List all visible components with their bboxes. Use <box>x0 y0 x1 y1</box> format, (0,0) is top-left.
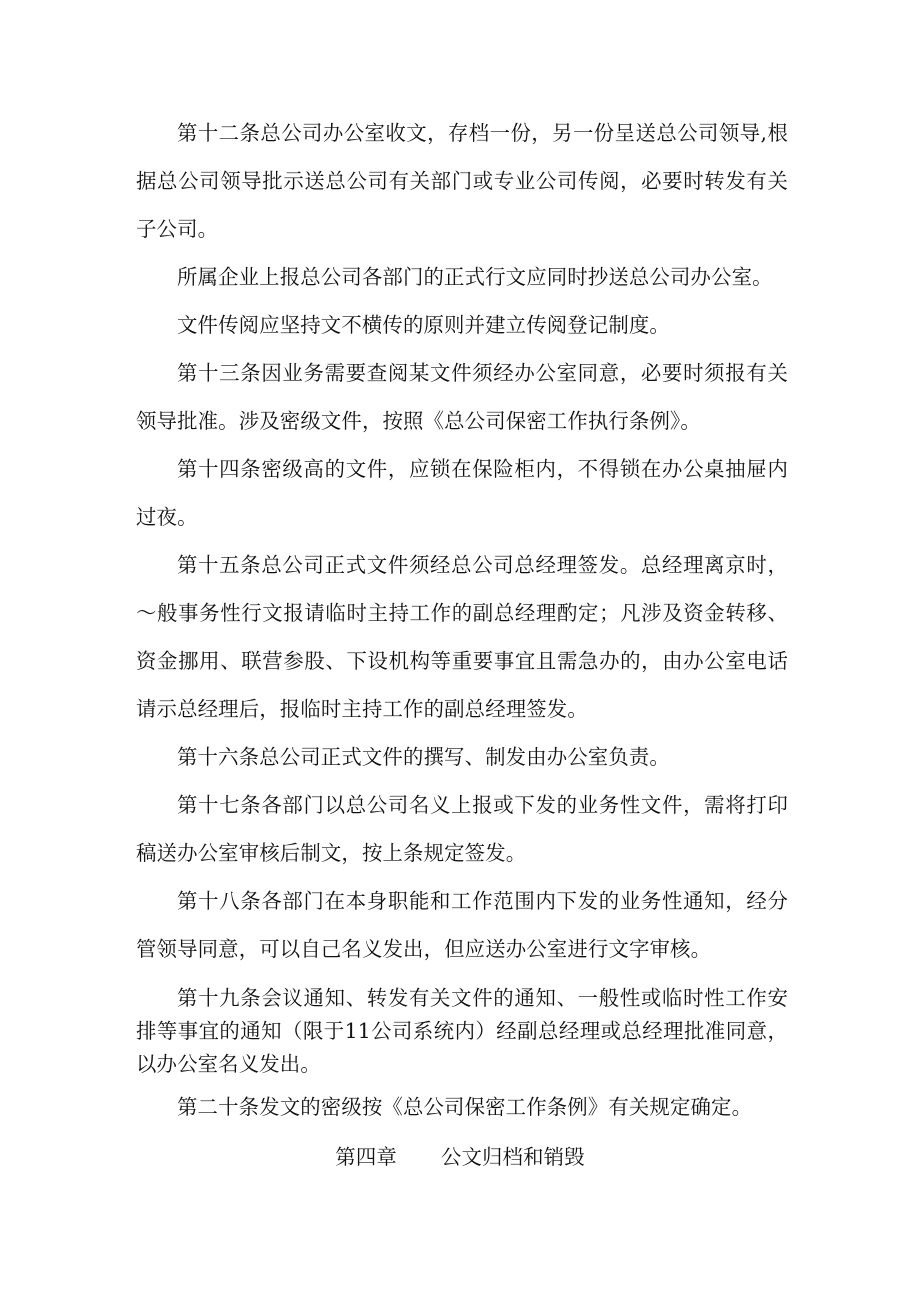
paragraph-article-18: 第十八条各部门在本身职能和工作范围内下发的业务性通知，经分管领导同意，可以自己名义发出，但应送办公室进行文字审核。 <box>136 889 788 961</box>
paragraph-circulation-rule: 文件传阅应坚持文不横传的原则并建立传阅登记制度。 <box>177 313 670 337</box>
paragraph-article-12: 第十二条总公司办公室收文，存档一份，另一份呈送总公司领导,根据总公司领导批示送总公司有关部门或专业公司传阅，必要时转发有关子公司。 <box>136 121 788 241</box>
chapter-title: 公文归档和销毁 <box>440 1145 585 1169</box>
paragraph-article-19: 第十九条会议通知、转发有关文件的通知、一般性或临时性工作安排等事宜的通知（限于11公司系统内）经副总经理或总经理批准同意，以办公室名义发出。 <box>136 986 788 1076</box>
paragraph-copy-to-office: 所属企业上报总公司各部门的正式行文应同时抄送总公司办公室。 <box>177 265 773 289</box>
paragraph-article-16: 第十六条总公司正式文件的撰写、制发由办公室负责。 <box>177 745 670 769</box>
paragraph-article-15: 第十五条总公司正式文件须经总公司总经理签发。总经理离京时，～般事务性行文报请临时主持工作的副总经理酌定；凡涉及资金转移、资金挪用、联营参股、下设机构等重要事宜且需急办的，由办公室电话请示总经理后，报临时主持工作的副总经理签发。 <box>136 553 788 721</box>
paragraph-article-14: 第十四条密级高的文件，应锁在保险柜内，不得锁在办公桌抽屉内过夜。 <box>136 457 788 529</box>
paragraph-article-20: 第二十条发文的密级按《总公司保密工作条例》有关规定确定。 <box>177 1095 753 1119</box>
chapter-number: 第四章 <box>335 1145 397 1169</box>
chapter-heading <box>0 1142 920 1172</box>
paragraph-article-13: 第十三条因业务需要查阅某文件须经办公室同意，必要时须报有关领导批准。涉及密级文件，按照《总公司保密工作执行条例》。 <box>136 361 788 433</box>
paragraph-article-17: 第十七条各部门以总公司名义上报或下发的业务性文件，需将打印稿送办公室审核后制文，按上条规定签发。 <box>136 793 788 865</box>
